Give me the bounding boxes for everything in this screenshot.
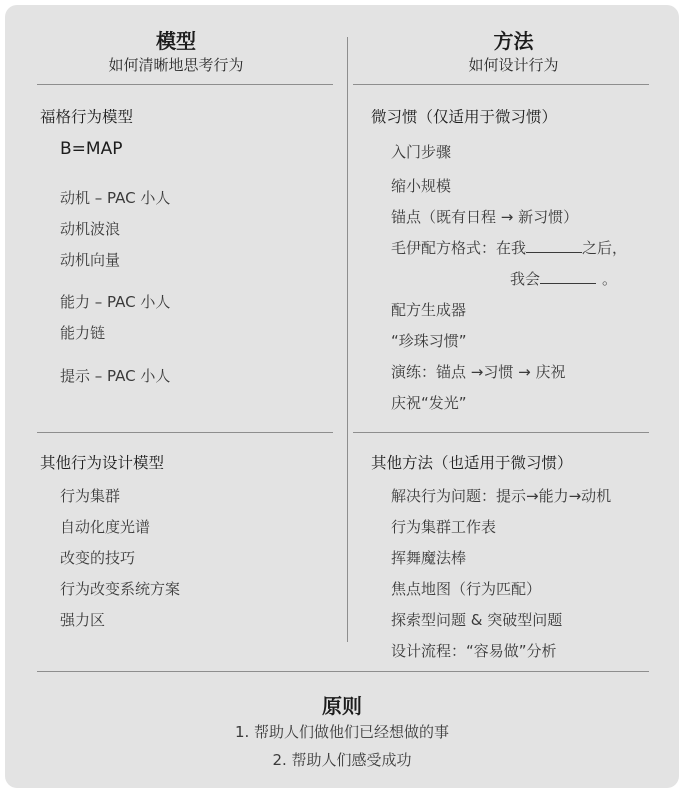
other-methods-heading: 其他方法（也适用于微习惯） xyxy=(371,454,573,472)
list-item: 行为集群 xyxy=(60,487,121,505)
list-item: 行为改变系统方案 xyxy=(60,580,181,598)
models-subtitle: 如何清晰地思考行为 xyxy=(108,56,244,74)
list-item: 锚点（既有日程 → 新习惯） xyxy=(391,208,579,226)
list-item: 强力区 xyxy=(60,611,106,629)
recipe-text-d: 。 xyxy=(602,270,618,288)
left-section-divider xyxy=(37,432,333,433)
list-item: 解决行为问题：提示→能力→动机 xyxy=(391,487,612,505)
recipe-text-c: 我会 xyxy=(510,270,541,288)
list-item: 能力 – PAC 小人 xyxy=(60,293,171,311)
list-item: 设计流程：“容易做”分析 xyxy=(391,642,557,660)
models-title: 模型 xyxy=(156,29,196,53)
methods-title: 方法 xyxy=(493,29,534,53)
list-item: 提示 – PAC 小人 xyxy=(60,367,171,385)
list-item: 动机 – PAC 小人 xyxy=(60,189,171,207)
list-item: 行为集群工作表 xyxy=(391,518,497,536)
principle-item: 2. 帮助人们感受成功 xyxy=(272,751,412,769)
recipe-format-line1 xyxy=(391,237,627,258)
list-item: 挥舞魔法棒 xyxy=(391,549,467,567)
other-models-heading: 其他行为设计模型 xyxy=(40,454,165,472)
left-header-divider xyxy=(37,84,333,85)
column-divider xyxy=(347,37,348,642)
principles-divider xyxy=(37,671,649,672)
list-item: “珍珠习惯” xyxy=(391,332,467,350)
fogg-model-heading: 福格行为模型 xyxy=(40,108,134,126)
list-item: 动机波浪 xyxy=(60,220,121,238)
list-item: 配方生成器 xyxy=(391,301,467,319)
recipe-blank-1 xyxy=(526,240,582,253)
list-item: 缩小规模 xyxy=(391,177,452,195)
summary-card xyxy=(5,5,679,788)
list-item: 焦点地图（行为匹配） xyxy=(391,580,542,598)
recipe-text-b: 之后， xyxy=(582,239,628,257)
list-item: 改变的技巧 xyxy=(60,549,136,567)
principle-item: 1. 帮助人们做他们已经想做的事 xyxy=(234,723,450,741)
list-item: 探索型问题 & 突破型问题 xyxy=(391,611,563,629)
right-section-divider xyxy=(353,432,649,433)
list-item: 演练：锚点 →习惯 → 庆祝 xyxy=(391,363,566,381)
recipe-blank-2 xyxy=(540,271,596,284)
recipe-text-a: 毛伊配方格式：在我 xyxy=(391,239,527,257)
recipe-format-line2 xyxy=(510,268,617,289)
right-header-divider xyxy=(353,84,649,85)
methods-subtitle: 如何设计行为 xyxy=(468,56,559,74)
list-item: 入门步骤 xyxy=(391,143,452,161)
list-item: 自动化度光谱 xyxy=(60,518,151,536)
list-item: 能力链 xyxy=(60,324,106,342)
tiny-habits-heading: 微习惯（仅适用于微习惯） xyxy=(371,108,558,126)
principles-title: 原则 xyxy=(322,694,362,718)
list-item: 庆祝“发光” xyxy=(391,394,467,412)
bmap-formula: B=MAP xyxy=(60,139,123,159)
list-item: 动机向量 xyxy=(60,251,121,269)
